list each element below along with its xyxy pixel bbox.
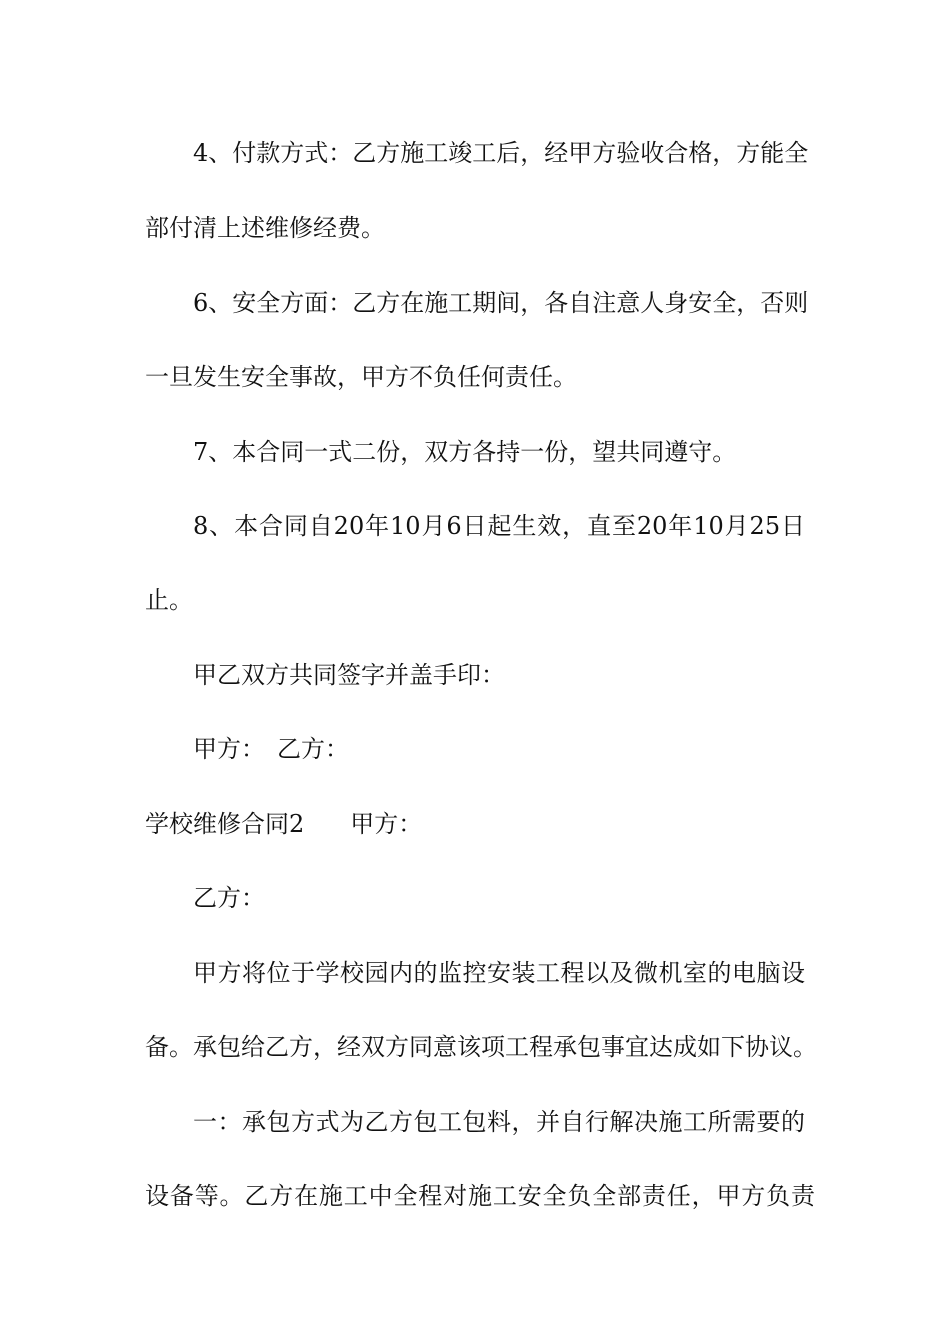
- paragraph-line: 4、付款方式：乙方施工竣工后，经甲方验收合格，方能全: [193, 139, 809, 167]
- paragraph-line: 7、本合同一式二份，双方各持一份，望共同遵守。: [193, 438, 737, 466]
- party-a-label: 甲方：: [350, 810, 423, 838]
- signature-instruction: 甲乙双方共同签字并盖手印：: [193, 661, 505, 689]
- paragraph-line: 甲方将位于学校园内的监控安装工程以及微机室的电脑设: [193, 959, 805, 987]
- contract-title: 学校维修合同2: [145, 810, 305, 838]
- paragraph-line: 备。承包给乙方，经双方同意该项工程承包事宜达成如下协议。: [145, 1033, 817, 1061]
- party-labels: 甲方： 乙方：: [193, 735, 349, 763]
- paragraph-line: 部付清上述维修经费。: [145, 214, 385, 242]
- paragraph-line: 一：承包方式为乙方包工包料，并自行解决施工所需要的: [193, 1108, 805, 1136]
- paragraph-line: 6、安全方面：乙方在施工期间，各自注意人身安全，否则: [193, 289, 809, 317]
- paragraph-line: 8、本合同自20年10月6日起生效，直至20年10月25日: [193, 512, 805, 540]
- paragraph-line: 一旦发生安全事故，甲方不负任何责任。: [145, 363, 577, 391]
- contract-heading-line: [145, 804, 815, 844]
- party-b-label: 乙方：: [193, 884, 265, 912]
- paragraph-line: 止。: [145, 586, 193, 614]
- paragraph-line: 设备等。乙方在施工中全程对施工安全负全部责任，甲方负责: [145, 1182, 815, 1210]
